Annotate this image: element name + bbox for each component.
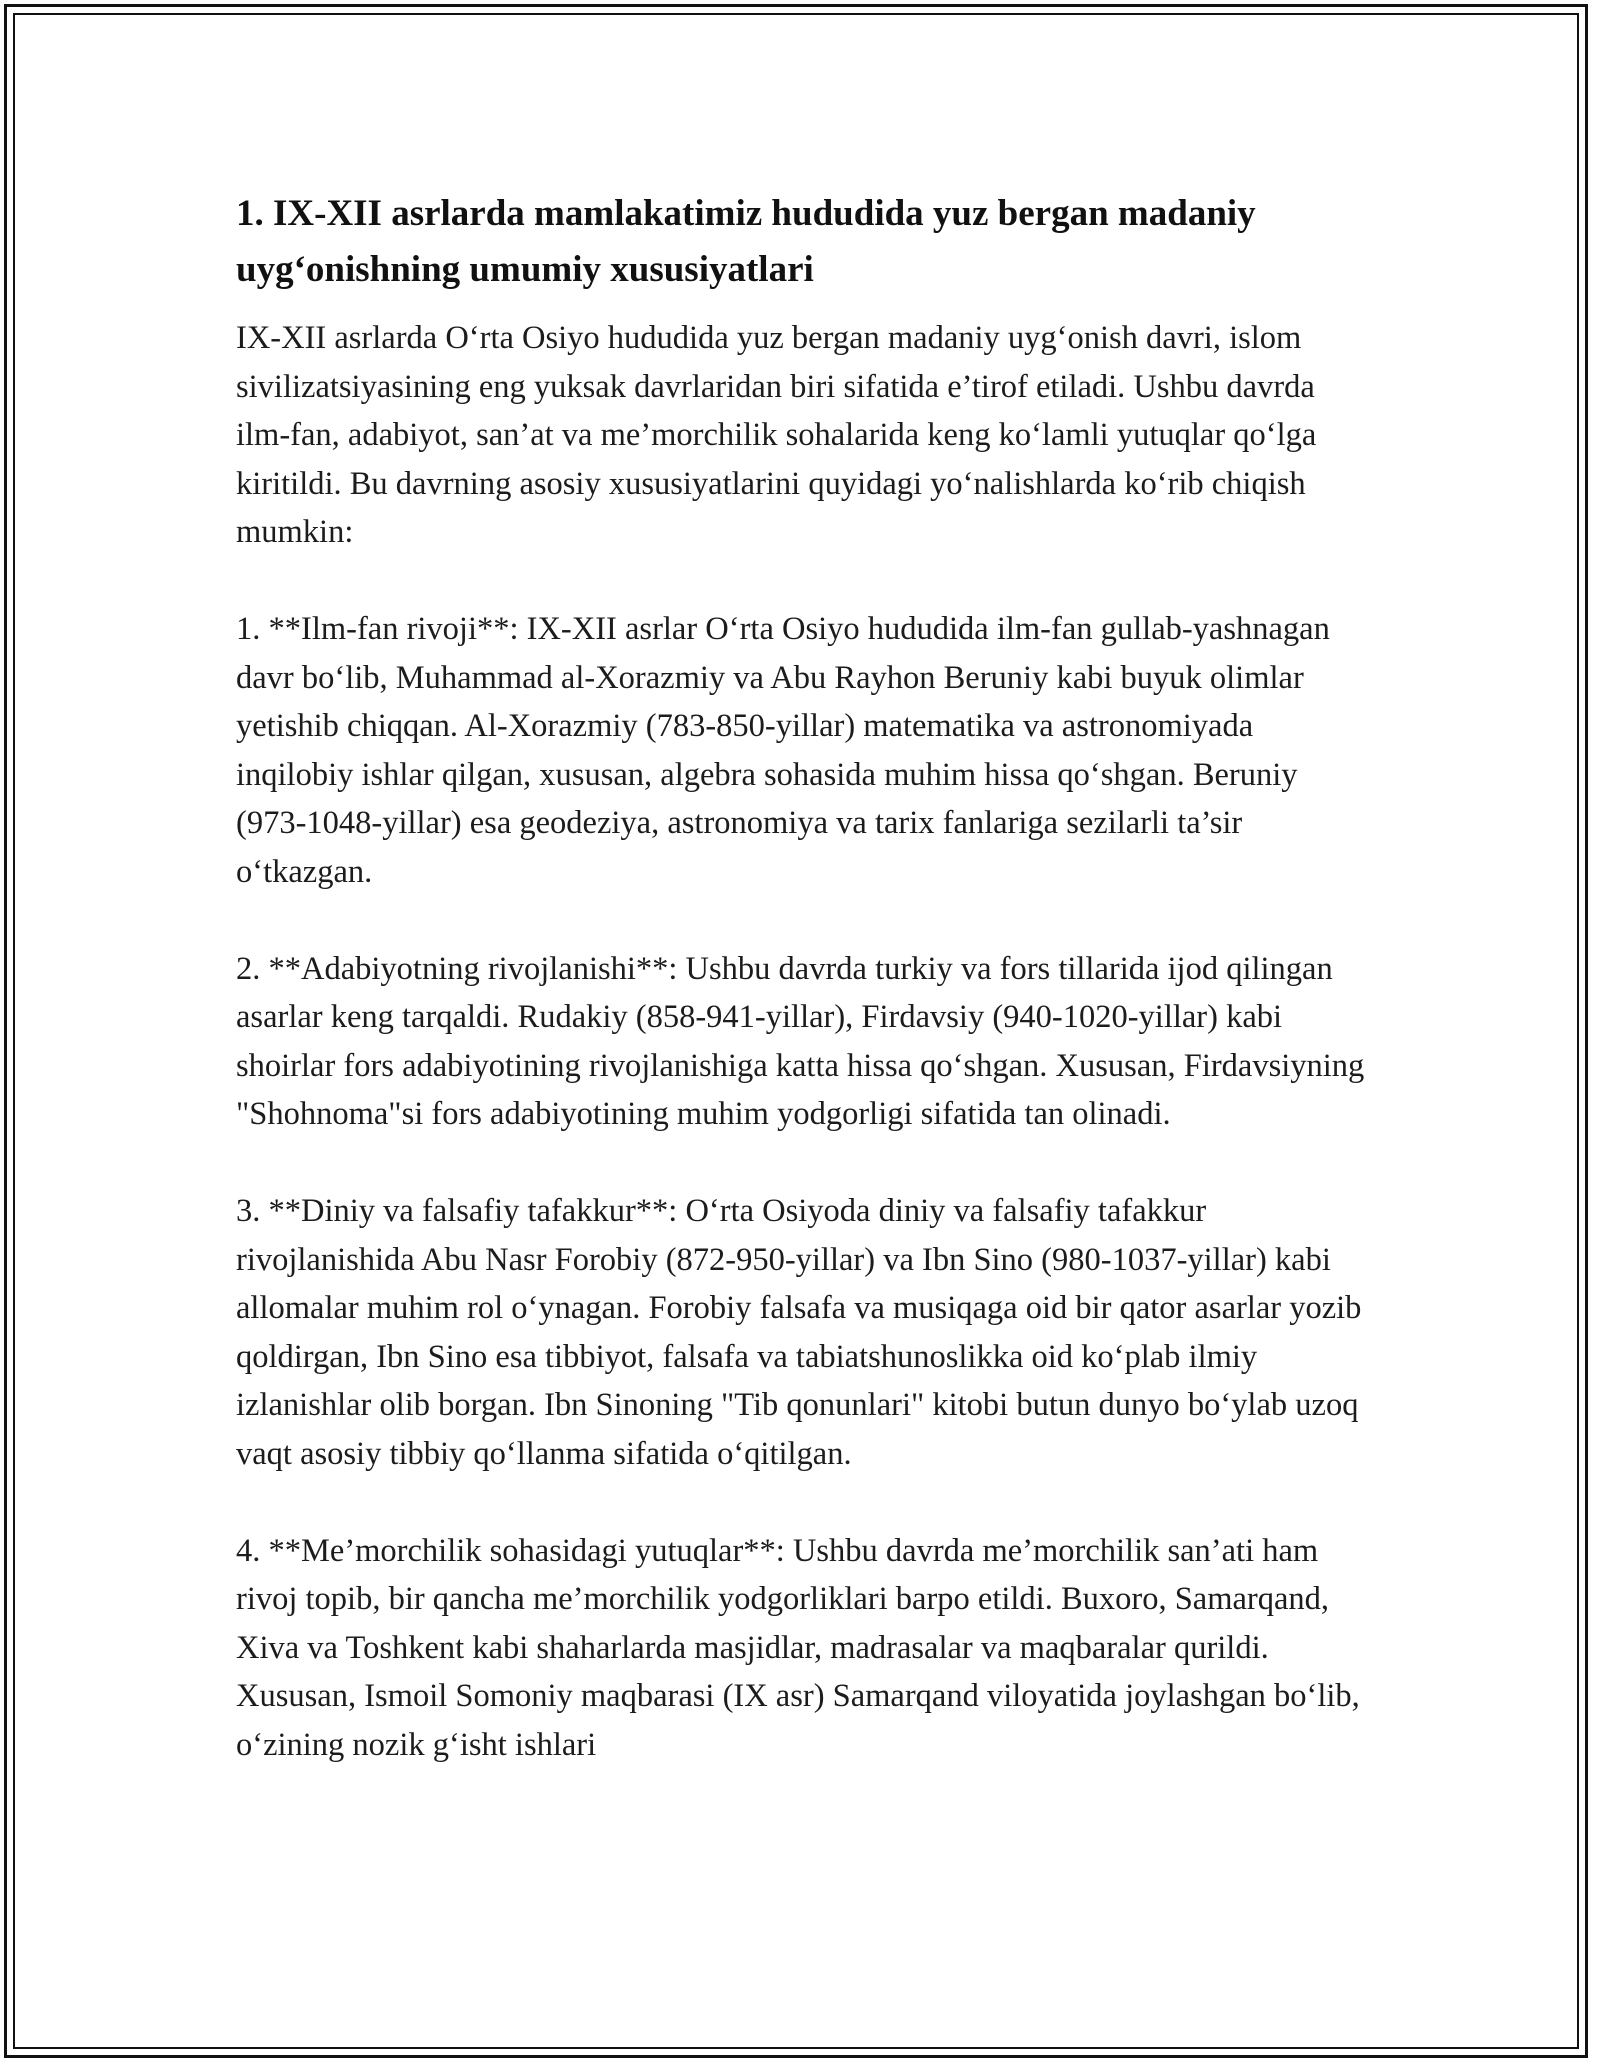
paragraph-architecture: 4. **Me’morchilik sohasidagi yutuqlar**: Ushbu davrda me’morchilik san’ati ham rivoj topib, bir qancha me’morchilik yodgorliklari barpo etildi. Buxoro, Samarqand, Xiva va Toshkent kabi shaharlarda masjidlar, madrasalar va maqbaralar qurildi. Xususan, Ismoil Somoniy maqbarasi (IX asr) Samarqand viloyatida joylashgan bo‘lib, o‘zining nozik g‘isht ishlari — [236, 1532, 1360, 1763]
intro-paragraph: IX-XII asrlarda O‘rta Osiyo hududida yuz bergan madaniy uyg‘onish davri, islom sivilizatsiyasining eng yuksak davrlaridan biri sifatida e’tirof etiladi. Ushbu davrda ilm-fan, adabiyot, san’at va me’morchilik sohalarida keng ko‘lamli yutuqlar qo‘lga kiritildi. Bu davrning asosiy xususiyatlarini quyidagi yo‘nalishlarda ko‘rib chiqish mumkin: — [236, 320, 1317, 550]
section-heading: 1. IX-XII asrlarda mamlakatimiz hududida yuz bergan madaniy uyg‘onishning umumiy xususiyatlari — [236, 193, 1256, 290]
paragraph-literature: 2. **Adabiyotning rivojlanishi**: Ushbu davrda turkiy va fors tillarida ijod qilingan asarlar keng tarqaldi. Rudakiy (858-941-yillar), Firdavsiy (940-1020-yillar) kabi shoirlar fors adabiyotining rivojlanishiga katta hissa qo‘shgan. Xususan, Firdavsiyning "Shohnoma"si fors adabiyotining muhim yodgorligi sifatida tan olinadi. — [236, 950, 1365, 1132]
document-body — [236, 186, 1366, 1818]
paragraph-philosophy: 3. **Diniy va falsafiy tafakkur**: O‘rta Osiyoda diniy va falsafiy tafakkur rivojlanishida Abu Nasr Forobiy (872-950-yillar) va Ibn Sino (980-1037-yillar) kabi allomalar muhim rol o‘ynagan. Forobiy falsafa va musiqaga oid bir qator asarlar yozib qoldirgan, Ibn Sino esa tibbiyot, falsafa va tabiatshunoslikka oid ko‘plab ilmiy izlanishlar olib borgan. Ibn Sinoning "Tib qonunlari" kitobi butun dunyo bo‘ylab uzoq vaqt asosiy tibbiy qo‘llanma sifatida o‘qitilgan. — [236, 1193, 1362, 1472]
paragraph-science: 1. **Ilm-fan rivoji**: IX-XII asrlar O‘rta Osiyo hududida ilm-fan gullab-yashnagan davr bo‘lib, Muhammad al-Xorazmiy va Abu Rayhon Beruniy kabi buyuk olimlar yetishib chiqqan. Al-Xorazmiy (783-850-yillar) matematika va astronomiyada inqilobiy ishlar qilgan, xususan, algebra sohasida muhim hissa qo‘shgan. Beruniy (973-1048-yillar) esa geodeziya, astronomiya va tarix fanlariga sezilarli ta’sir o‘tkazgan. — [236, 611, 1330, 890]
